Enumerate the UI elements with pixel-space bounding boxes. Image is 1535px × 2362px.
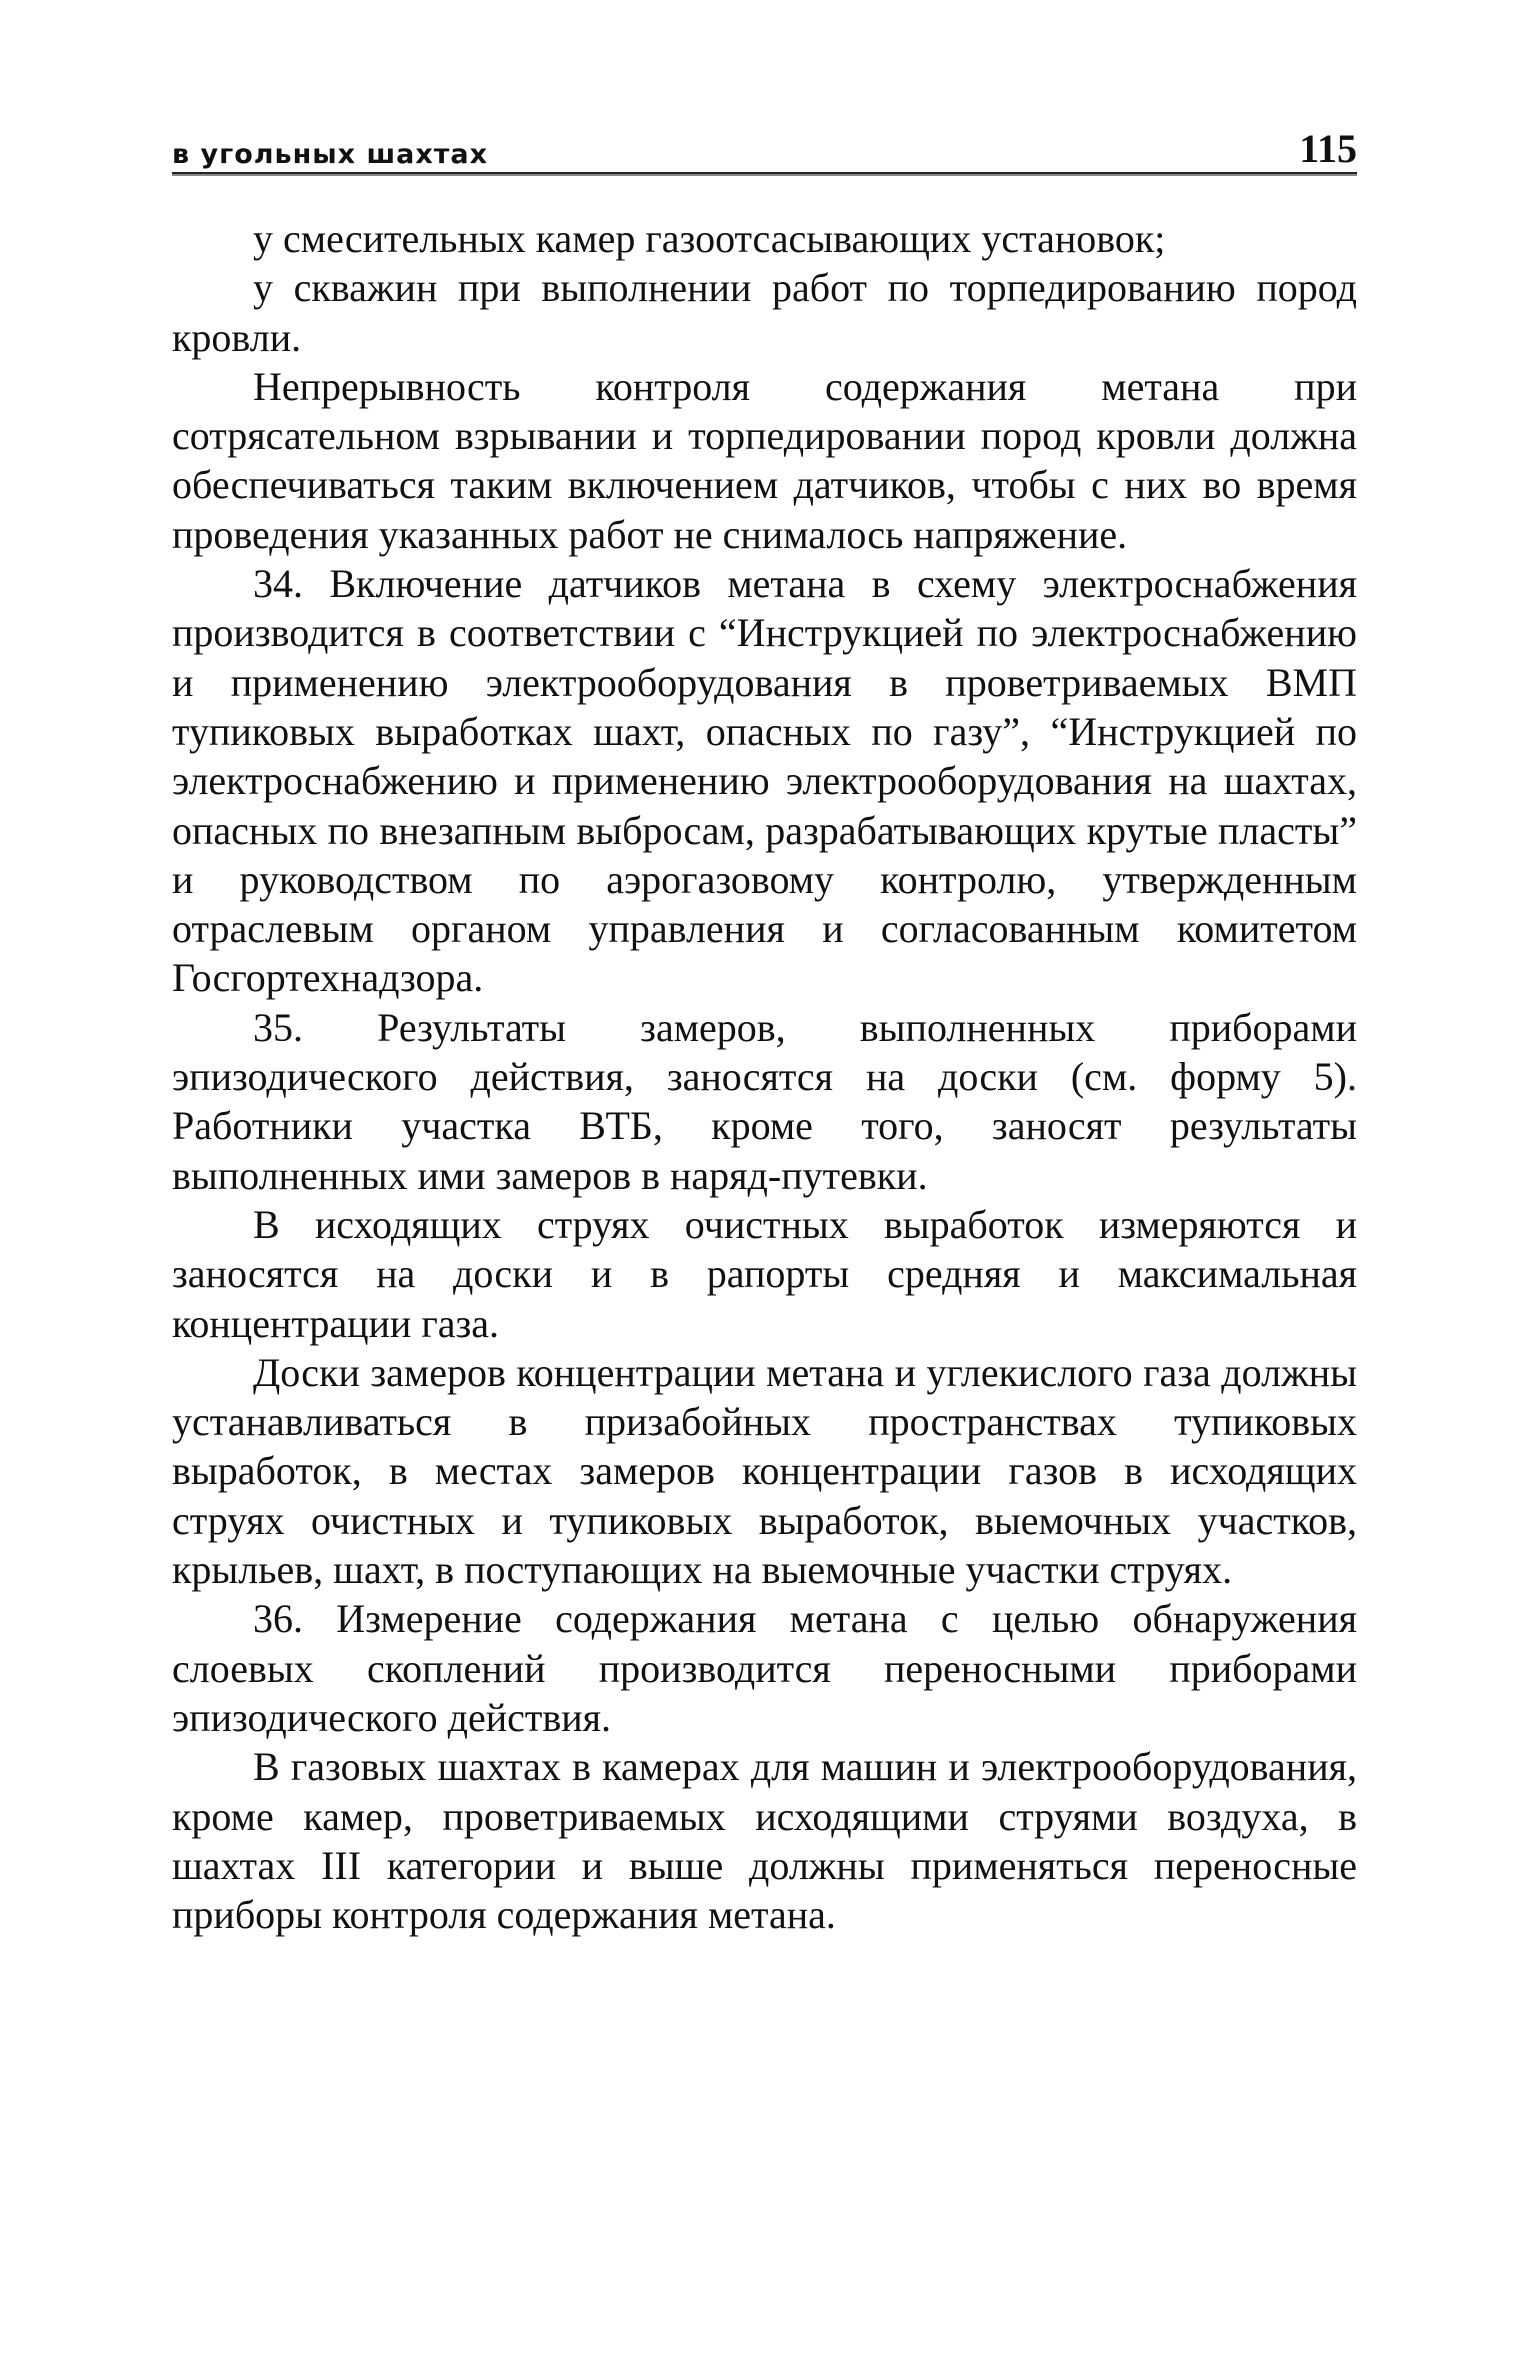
paragraph-boreholes: у скважин при выполнении работ по торпедированию пород кровли. — [172, 265, 1357, 360]
paragraph-item-34: 34. Включение датчиков метана в схему электроснабжения производится в соответствии с “Инструкцией по электроснабжению и применению электрооборудования в проветриваемых ВМП тупиковых выработках шахт, опасных по газу”, “Инструкцией по электроснабжению и применению электрооборудования на шахтах, опасных по внезапным выбросам, разрабатывающих крутые пласты” и руководством по аэрогазовому контролю, утвержденным отраслевым органом управления и согласованным комитетом Госгортехнадзора. — [172, 561, 1357, 1001]
header-rule — [172, 172, 1357, 176]
paragraph-continuity-control: Непрерывность контроля содержания метана при сотрясательном взрывании и торпедировании пород кровли должна обеспечиваться таким включением датчиков, чтобы с них во время проведения указанных работ не снималось напряжение. — [172, 363, 1357, 557]
paragraph-gas-mines: В газовых шахтах в камерах для машин и электрооборудования, кроме камер, проветриваемых исходящими струями воздуха, в шахтах III категории и выше должны применяться переносные приборы контроля содержания метана. — [172, 1744, 1357, 1938]
paragraph-mixing-chambers: у смесительных камер газоотсасывающих установок; — [253, 216, 1166, 261]
paragraph-outgoing-streams: В исходящих струях очистных выработок измеряются и заносятся на доски и в рапорты средняя и максимальная концентрации газа. — [172, 1201, 1357, 1346]
paragraph-measurement-boards: Доски замеров концентрации метана и углекислого газа должны устанавливаться в призабойных пространствах тупиковых выработок, в местах замеров концентрации газов в исходящих струях очистных и тупиковых выработок, выемочных участков, крыльев, шахт, в поступающих на выемочные участки струях. — [172, 1349, 1357, 1593]
running-header — [172, 128, 1357, 176]
page-number: 115 — [1299, 126, 1357, 171]
body-text — [172, 214, 1357, 1939]
running-title: в угольных шахтах — [172, 139, 489, 170]
paragraph-item-36: 36. Измерение содержания метана с целью обнаружения слоевых скоплений производится переносными приборами эпизодического действия. — [172, 1596, 1357, 1740]
paragraph-item-35: 35. Результаты замеров, выполненных приборами эпизодического действия, заносятся на доски (см. форму 5). Работники участка ВТБ, кроме того, заносят результаты выполненных ими замеров в наряд-путевки. — [172, 1004, 1357, 1198]
